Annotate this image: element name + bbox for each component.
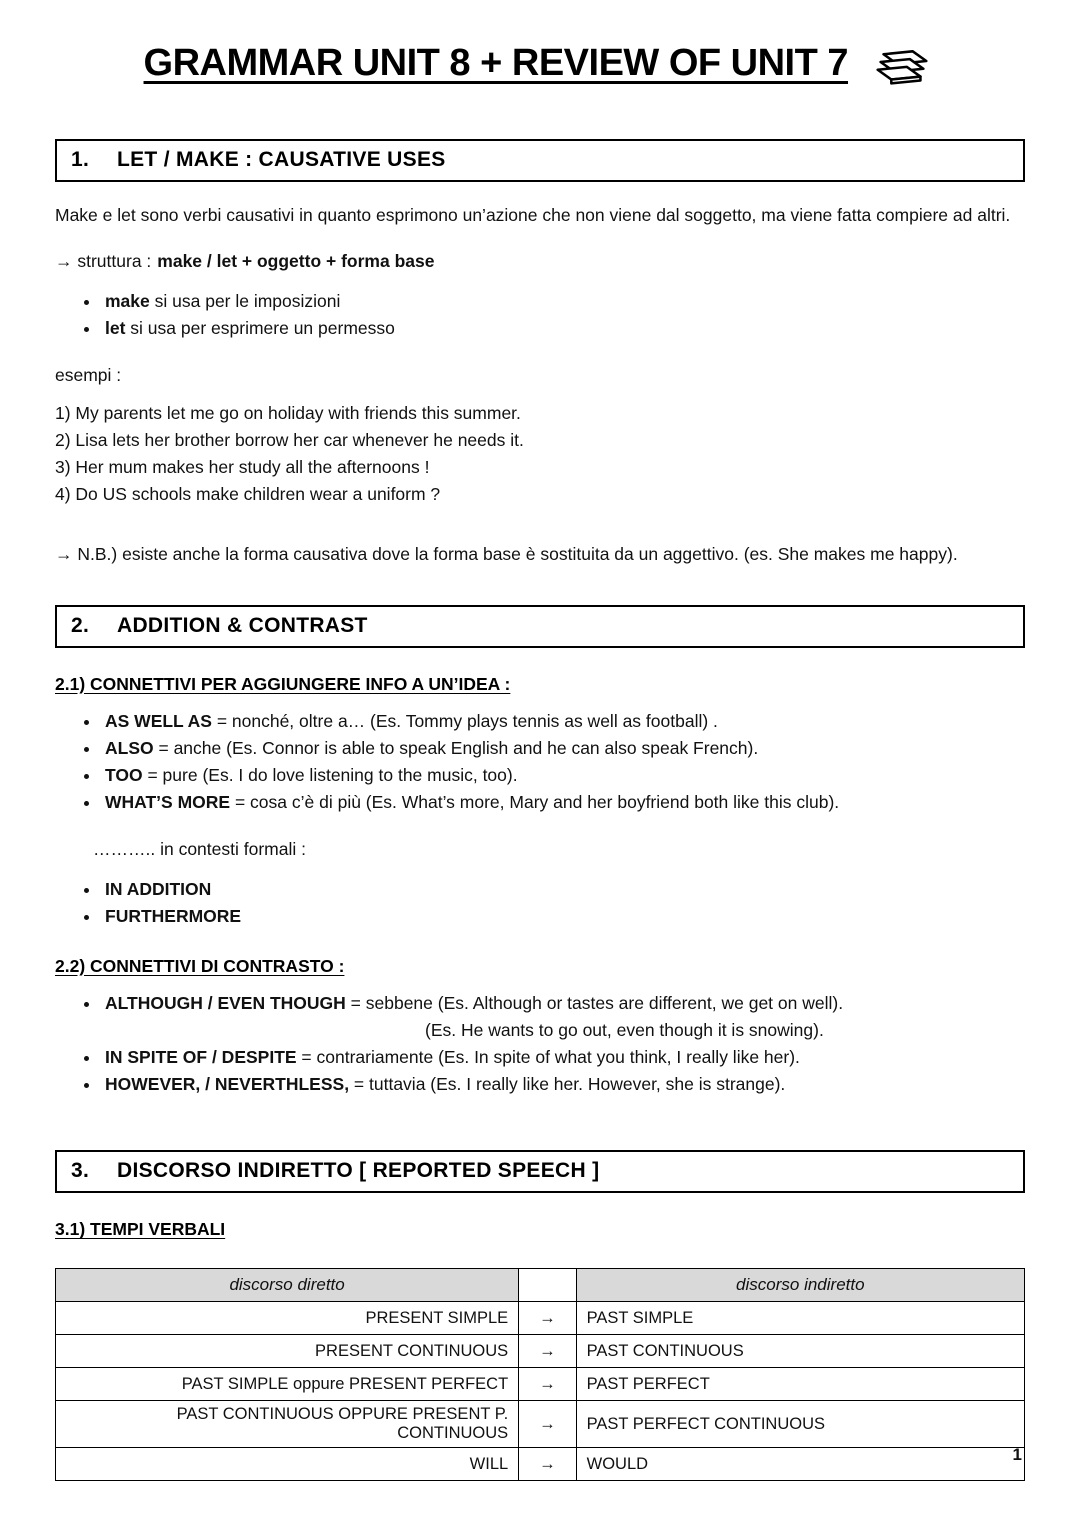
list-item: • TOO = pure (Es. I do love listening to the music, too). [101,762,1025,789]
examples-block [55,400,1025,509]
list-item: • WHAT’S MORE = cosa c’è di più (Es. What’s more, Mary and her boyfriend both like this club). [101,789,1025,816]
table-row: PAST SIMPLE oppure PRESENT PERFECT → PAST PERFECT [56,1368,1025,1401]
list-item: • ALTHOUGH / EVEN THOUGH = sebbene (Es. Although or tastes are different, we get on well). (Es. He wants to go out, even though it is snowing). [101,990,1025,1044]
page-number: 1 [1012,1445,1022,1464]
section1-bullet-list [55,288,1025,342]
header-arrow-cell [519,1269,576,1302]
list-item: • ALSO = anche (Es. Connor is able to speak English and he can also speak French). [101,735,1025,762]
example-line: 2) Lisa lets her brother borrow her car whenever he needs it. [55,430,524,451]
section1-heading [55,139,1025,182]
section2-2-bullet-list [55,990,1025,1099]
section2-heading [55,605,1025,648]
arrow-icon: → [519,1302,576,1335]
example-line: 1) My parents let me go on holiday with friends this summer. [55,403,521,423]
page-title: GRAMMAR UNIT 8 + REVIEW OF UNIT 7 [143,41,849,84]
struttura-line: → struttura : make / let + oggetto + forma base [55,251,435,272]
books-icon [868,34,936,95]
section1-title: LET / MAKE : CAUSATIVE USES [117,148,446,171]
header-discorso-indiretto: discorso indiretto [576,1269,1024,1302]
list-item: • FURTHERMORE [101,903,1025,930]
formali-label: ……….. in contesti formali : [93,839,306,860]
table-row: PRESENT SIMPLE → PAST SIMPLE [56,1302,1025,1335]
reported-speech-table [55,1268,1025,1481]
table-header-row [56,1269,1025,1302]
subheading-3-1: 3.1) TEMPI VERBALI [55,1219,226,1240]
list-item: • IN ADDITION [101,876,1025,903]
esempi-label: esempi : [55,364,122,385]
arrow-icon: → [519,1335,576,1368]
arrow-icon: → [519,1401,576,1448]
section2-title: ADDITION & CONTRAST [117,613,368,637]
arrow-icon: → [519,1448,576,1481]
section2-1-bullet-list [55,708,1025,817]
section3-heading [55,1150,1025,1193]
section3-number: 3. [71,1159,90,1183]
formal-bullet-list [55,876,1025,930]
section1-number: 1. [71,148,90,171]
arrow-icon: → [519,1368,576,1401]
list-item: • make si usa per le imposizioni [101,288,1025,315]
list-item: • IN SPITE OF / DESPITE = contrariamente (Es. In spite of what you think, I really like her). [101,1044,1025,1071]
header-discorso-diretto: discorso diretto [56,1269,519,1302]
continuation-line: (Es. He wants to go out, even though it is snowing). [425,1019,824,1040]
list-item: • HOWEVER, / NEVERTHLESS, = tuttavia (Es. I really like her. However, she is strange). [101,1071,1025,1098]
table-row: PAST CONTINUOUS OPPURE PRESENT P. CONTINUOUS → PAST PERFECT CONTINUOUS [56,1401,1025,1448]
table-row: WILL → WOULD [56,1448,1025,1481]
title-row [55,40,1025,101]
example-line: 3) Her mum makes her study all the afternoons ! [55,457,430,478]
example-line: 4) Do US schools make children wear a uniform ? [55,484,441,505]
table-row: PRESENT CONTINUOUS → PAST CONTINUOUS [56,1335,1025,1368]
subheading-2-1: 2.1) CONNETTIVI PER AGGIUNGERE INFO A UN’IDEA : [55,673,511,694]
list-item: • let si usa per esprimere un permesso [101,315,1025,342]
subheading-2-2: 2.2) CONNETTIVI DI CONTRASTO : [55,955,345,976]
nb-line: → N.B.) esiste anche la forma causativa dove la forma base è sostituita da un aggettivo. (es. She makes me happy). [55,543,958,564]
section2-number: 2. [71,613,90,637]
section1-intro: Make e let sono verbi causativi in quanto esprimono un’azione che non viene dal soggetto, ma viene fatta compiere ad altri. [55,205,1011,225]
section3-title: DISCORSO INDIRETTO [ REPORTED SPEECH ] [117,1159,600,1183]
list-item: • AS WELL AS = nonché, oltre a… (Es. Tommy plays tennis as well as football) . [101,708,1025,735]
